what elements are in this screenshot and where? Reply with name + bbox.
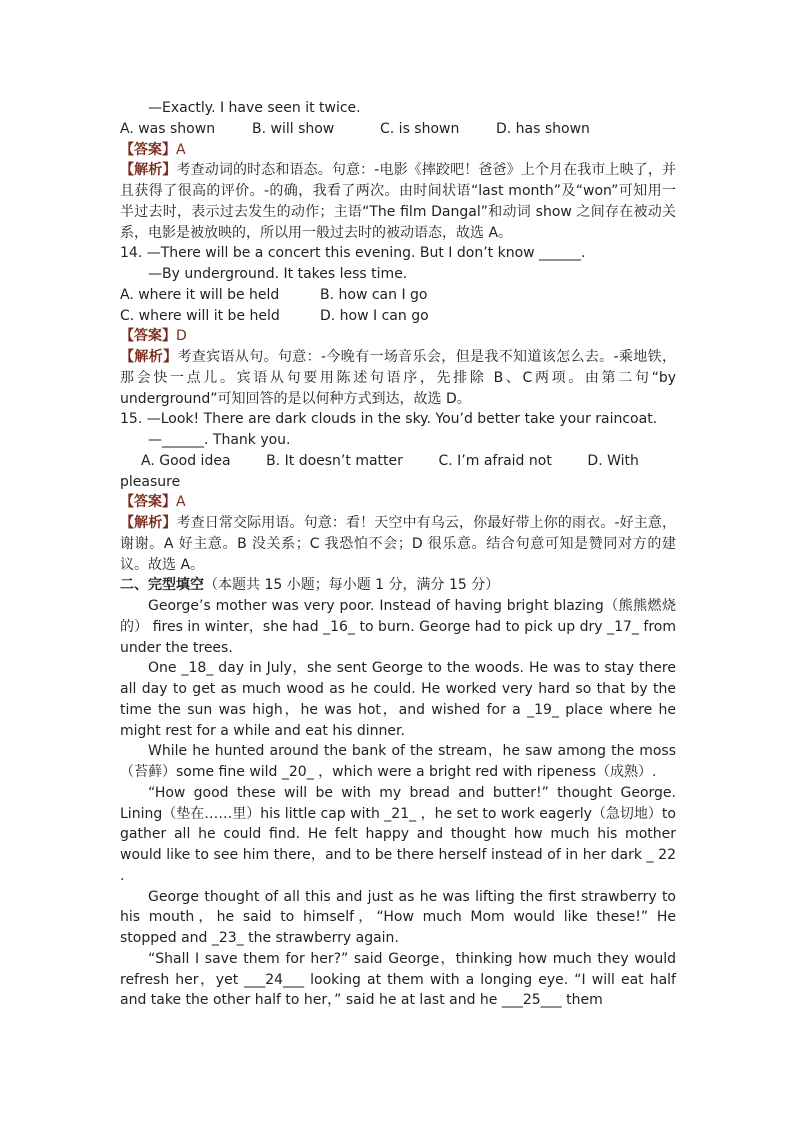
passage-paragraph-2: One _18_ day in July，she sent George to the woods. He was to stay there all day to get as much wood as he could. He worked very hard so that by the time the sun was high，he was hot，and wished for a _19_ place where he might rest for a while and eat his dinner. bbox=[120, 660, 676, 739]
answer-label: 【答案】 bbox=[120, 141, 176, 158]
passage-paragraph-4: “How good these will be with my bread and butter!” thought George. Lining（垫在……里）his little cap with _21_ ，he set to work eagerly（急切地）to gather all he could find. He felt happy and thought how much his mother would like to see him there，and to be there herself instead of in her dark _ 22 . bbox=[120, 784, 676, 884]
q13-answer bbox=[120, 140, 676, 161]
answer-value: A bbox=[176, 494, 186, 511]
q14-option-c: C. where will it be held bbox=[120, 307, 280, 324]
analysis-text: 考查日常交际用语。句意：看！天空中有乌云，你最好带上你的雨衣。-好主意，谢谢。A 好主意。B 没关系；C 我恐怕不会；D 很乐意。结合句意可知是赞同对方的建议。故选 A。 bbox=[120, 515, 676, 573]
passage-paragraph-1: George’s mother was very poor. Instead of having bright blazing（熊熊燃烧的） fires in winter，she had _16_ to burn. George had to pick up dry _17_ from under the trees. bbox=[120, 598, 676, 656]
q14-question: 14. —There will be a concert this evening. But I don’t know ______. bbox=[120, 245, 586, 262]
passage-paragraph-3: While he hunted around the bank of the stream，he saw among the moss（苔藓）some fine wild _20_ ，which were a bright red with ripeness（成熟）. bbox=[120, 743, 676, 780]
q13-reply: —Exactly. I have seen it twice. bbox=[148, 100, 361, 116]
analysis-text: 考查动词的时态和语态。句意：-电影《摔跤吧！爸爸》上个月在我市上映了，并且获得了很高的评价。-的确，我看了两次。由时间状语“last month”及“won”可知用一半过去时，表示过去发生的动作；主语“The film Dangal”和动词 show 之间存在被动关系，电影是被放映的，所以用一般过去时的被动语态，故选 A。 bbox=[120, 162, 676, 241]
document-page bbox=[120, 98, 676, 1011]
passage-paragraph-6: “Shall I save them for her?” said George，thinking how much they would refresh her，yet ___24___ looking at them with a longing eye. “I will eat half and take the other half to her，” said he at last and he ___25___ them bbox=[120, 950, 676, 1009]
q14-reply: —By underground. It takes less time. bbox=[148, 266, 408, 282]
q15-reply: —______. Thank you. bbox=[148, 432, 291, 448]
q14-option-b: B. how can I go bbox=[320, 286, 428, 303]
q14-options-row2 bbox=[120, 306, 676, 327]
q13-analysis bbox=[120, 160, 676, 243]
q13-option-a: A. was shown bbox=[120, 120, 216, 137]
q13-option-b: B. will show bbox=[252, 120, 335, 137]
section-heading bbox=[120, 575, 676, 596]
q15-answer bbox=[120, 492, 676, 513]
passage-paragraph-5: George thought of all this and just as he was lifting the first strawberry to his mouth，he said to himself，“How much Mom would like these!” He stopped and _23_ the strawberry again. bbox=[120, 888, 676, 946]
q14-options-row1 bbox=[120, 285, 676, 306]
q15-options: A. Good idea B. It doesn’t matter C. I’m afraid not D. With bbox=[141, 452, 639, 469]
analysis-label: 【解析】 bbox=[120, 162, 177, 179]
q14-option-a: A. where it will be held bbox=[120, 286, 280, 303]
q14-answer bbox=[120, 326, 676, 347]
analysis-label: 【解析】 bbox=[120, 349, 178, 365]
answer-label: 【答案】 bbox=[120, 494, 176, 511]
q13-option-c: C. is shown bbox=[380, 120, 460, 137]
section-note: （本题共 15 小题；每小题 1 分，满分 15 分） bbox=[204, 577, 500, 594]
analysis-label: 【解析】 bbox=[120, 515, 177, 531]
q13-options bbox=[120, 119, 676, 140]
q15-question: 15. —Look! There are dark clouds in the sky. You’d better take your raincoat. bbox=[120, 411, 658, 428]
q14-analysis bbox=[120, 347, 676, 409]
answer-value: A bbox=[176, 141, 186, 158]
q13-option-d: D. has shown bbox=[496, 120, 590, 137]
q14-option-d: D. how I can go bbox=[320, 307, 429, 324]
analysis-text: 考查宾语从句。句意：-今晚有一场音乐会，但是我不知道该怎么去。-乘地铁，那会快一点儿。宾语从句要用陈述句语序，先排除 B、C两项。由第二句“by underground”可知回答的是以何种方式到达，故选 D。 bbox=[120, 349, 677, 407]
answer-label: 【答案】 bbox=[120, 328, 176, 345]
q15-analysis bbox=[120, 513, 676, 575]
q15-options-continued: pleasure bbox=[120, 473, 181, 490]
section-title: 二、完型填空 bbox=[120, 577, 204, 594]
answer-value: D bbox=[176, 328, 187, 345]
